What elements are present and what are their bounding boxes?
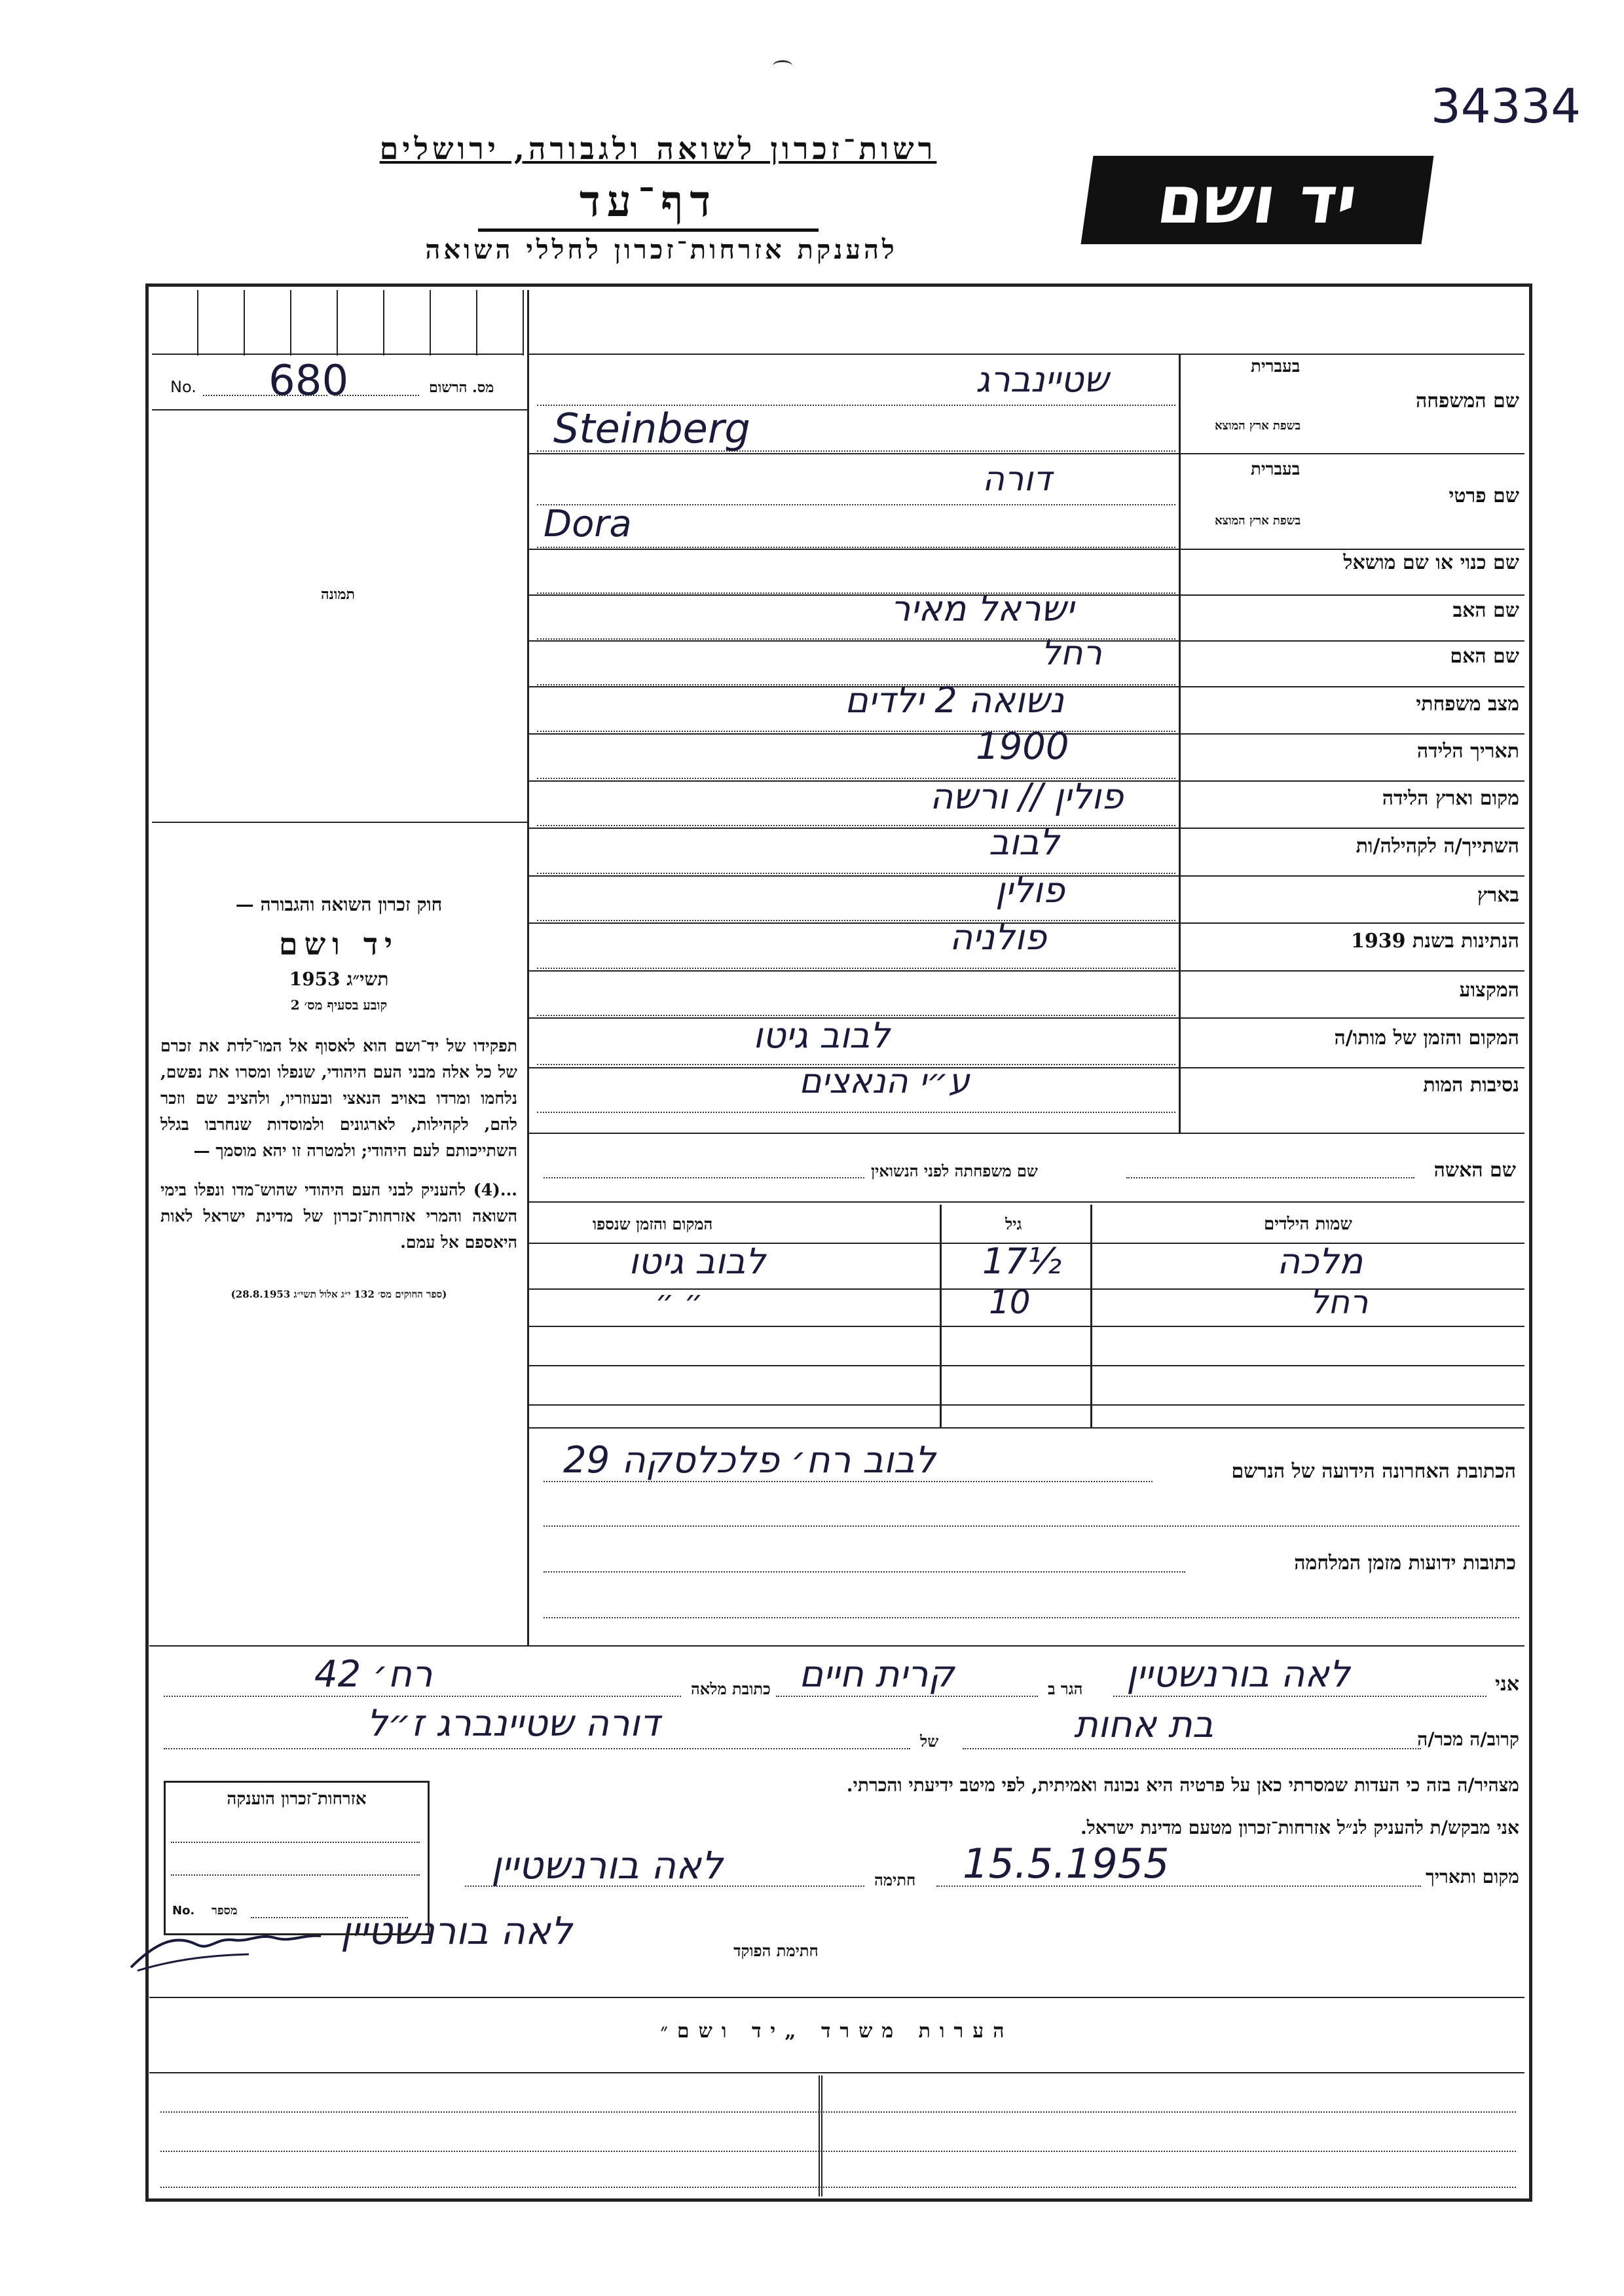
country-value: פולין [995,869,1065,911]
child-1-name: מלכה [1277,1241,1363,1282]
law-title: חוק זכרון השואה והגבורה — [235,894,443,915]
declarant-i-label: אני [1495,1673,1519,1696]
relation-of-label: של [920,1732,939,1751]
family-name-hebrew-label: בעברית [1251,357,1301,376]
death-cause-label: נסיבות המות [1423,1074,1519,1097]
community-value: לבוב [989,822,1060,863]
family-name-hebrew-value: שטיינברג [976,359,1109,400]
yad-vashem-logo: יד ושם [1081,156,1434,244]
community-label: השתייך/ה לקהילה/ות [1356,835,1519,858]
column-divider [527,290,529,1645]
citizenship-label: הנתינות בשנת 1939 [1350,930,1519,953]
registration-number: No. 680 מס. הרשום [170,357,494,405]
last-address-value: לבוב רח׳ פלכלסקה 29 [563,1439,936,1482]
children-col-names: שמות הילדים [1264,1214,1352,1234]
citizenship-value: פולניה [950,917,1047,958]
war-address-label: כתובות ידועות מזמן המלחמה [1294,1552,1516,1575]
birthplace-value: פולין // ורשה [930,776,1124,817]
first-name-label: שם פרטי [1449,484,1519,507]
form-subtitle: להענקת אזרחות־זכרון לחללי השואה [425,234,898,265]
child-1-age: 17½ [982,1241,1062,1282]
first-name-origin-value: Dora [544,503,632,545]
declarant-address-label: כתובת מלאה [691,1679,771,1698]
relation-value: בת אחות [1074,1704,1214,1746]
last-address-label: הכתובת האחרונה הידועה של הנרשם [1231,1460,1516,1483]
birthdate-value: 1900 [976,725,1069,768]
signature-value: לאה בורנשטיין [491,1843,723,1887]
maiden-label: שם משפחתה לפני הנשואין [871,1161,1038,1180]
children-col-place: המקום והזמן שנספו [593,1214,713,1233]
officer-signature-label: חתימת הפוקד [733,1941,819,1960]
officer-signature-value: לאה בורנשטיין [341,1908,572,1953]
office-notes-title: הערות משרד „יד ושם״ [660,2020,1014,2043]
marital-label: מצב משפחתי [1416,693,1519,716]
registration-value: 680 [268,357,349,405]
photo-box-bottom [152,822,527,823]
stamp-box-title: אזרחות־זכרון הוענקה [227,1789,367,1809]
law-paragraph-1: תפקידו של יד־ושם הוא לאסוף אל המו־לדת את זכרם של כל אלה מבני העם היהודי, שנפלו ומסרו את נפשם, נלחמו ומרדו באויב הנאצי ובעוזריו, ולהציב שם וזכר להם, לקהילות, לארגונים ולמוסדות שנחרבו בגלל השתייכותם לעם היהודי; ולמטרה זו יהא מוסמך — [160,1036,517,1160]
declarant-resides-label: הגר ב [1048,1679,1083,1698]
relation-label: קרוב/ה מכר/ה [1417,1728,1519,1750]
office-notes-divider [819,2075,822,2196]
law-block [160,894,517,1301]
stray-mark [773,60,792,71]
family-name-origin-value: Steinberg [553,405,750,452]
profession-label: המקצוע [1459,979,1519,1002]
father-value: ישראל מאיר [891,588,1075,629]
first-name-hebrew-value: דורה [982,460,1052,499]
photo-label: תמונה [321,586,355,603]
form-title: דף־עד [478,175,819,232]
law-year: 1953 [289,968,341,990]
law-paragraph-2: ...(4) להעניק לבני העם היהודי שהוש־מדו ונפלו בימי השואה והמרי אזרחות־זכרון של מדינת ישראל לאות היאספם אל עמם. [160,1180,517,1252]
office-notes-top [149,1997,1524,1998]
mother-label: שם האם [1450,645,1519,668]
first-name-hebrew-label: בעברית [1251,460,1301,479]
nickname-label: שם כנוי או שם מושאל [1343,551,1519,574]
birthplace-label: מקום וארץ הלידה [1382,787,1519,810]
label-divider [1179,354,1181,1133]
declarant-address: רח׳ 42 [314,1653,433,1696]
declarant-resides: קרית חיים [799,1653,955,1696]
stamp-box-number-label: מספר [212,1904,238,1918]
stamp-box-no: No. [172,1904,195,1918]
child-2-place: ״ ״ [655,1283,703,1319]
law-name: יד ושם [278,926,399,962]
country-label: בארץ [1477,884,1519,907]
first-name-origin-label: בשפת ארץ המוצא [1215,514,1301,528]
relation-of-value: דורה שטיינברג ז״ל [367,1702,660,1745]
husband-label: שם האשה [1433,1159,1516,1182]
law-clause: קובע בסעיף מס׳ 2 [290,997,388,1013]
mother-value: רחל [1041,634,1102,673]
birthdate-label: תאריך הלידה [1416,740,1519,763]
child-1-place: לבוב גיטו [629,1241,766,1282]
family-name-origin-label: בשפת ארץ המוצא [1215,419,1301,433]
marital-value: נשואה 2 ילדים [845,680,1064,721]
family-name-label: שם המשפחה [1415,390,1519,412]
citizenship-stamp-box [164,1781,430,1935]
place-date-label: מקום ותאריך [1425,1866,1519,1887]
child-2-name: רחל [1310,1283,1369,1321]
children-col-divider-1 [940,1205,942,1427]
date-value: 15.5.1955 [963,1840,1170,1887]
request-text: אני מבקש/ת להעניק לנ״ל אזרחות־זכרון מטעם מדינת ישראל. [1080,1817,1519,1838]
org-line: רשות־זכרון לשואה ולגבורה, ירושלים [379,131,937,166]
children-col-divider-2 [1090,1205,1092,1427]
child-2-age: 10 [989,1283,1031,1321]
death-place-value: לבוב גיטו [753,1015,891,1056]
death-cause-value: ע״י הנאצים [799,1062,970,1101]
father-label: שם האב [1452,599,1519,622]
office-grid [152,290,524,355]
declarant-name: לאה בורנשטיין [1126,1653,1350,1696]
children-col-age: גיל [1005,1214,1022,1233]
law-citation: (ספר החוקים מס׳ 132 י״ג אלול תשי״ג 28.8.1953) [231,1288,447,1300]
declarant-section-top [149,1645,1524,1647]
law-year-hebrew: תשי״ג [346,968,389,990]
archive-number: 34334 [1431,79,1581,134]
death-place-label: המקום והזמן של מותו/ה [1334,1027,1519,1049]
signature-label: חתימה [874,1870,916,1889]
declaration-text: מצהיר/ה בזה כי העדות שמסרתי כאן על פרטיה היא נכונה ואמיתית, לפי מיטב ידיעתי והכרתי. [846,1774,1519,1796]
